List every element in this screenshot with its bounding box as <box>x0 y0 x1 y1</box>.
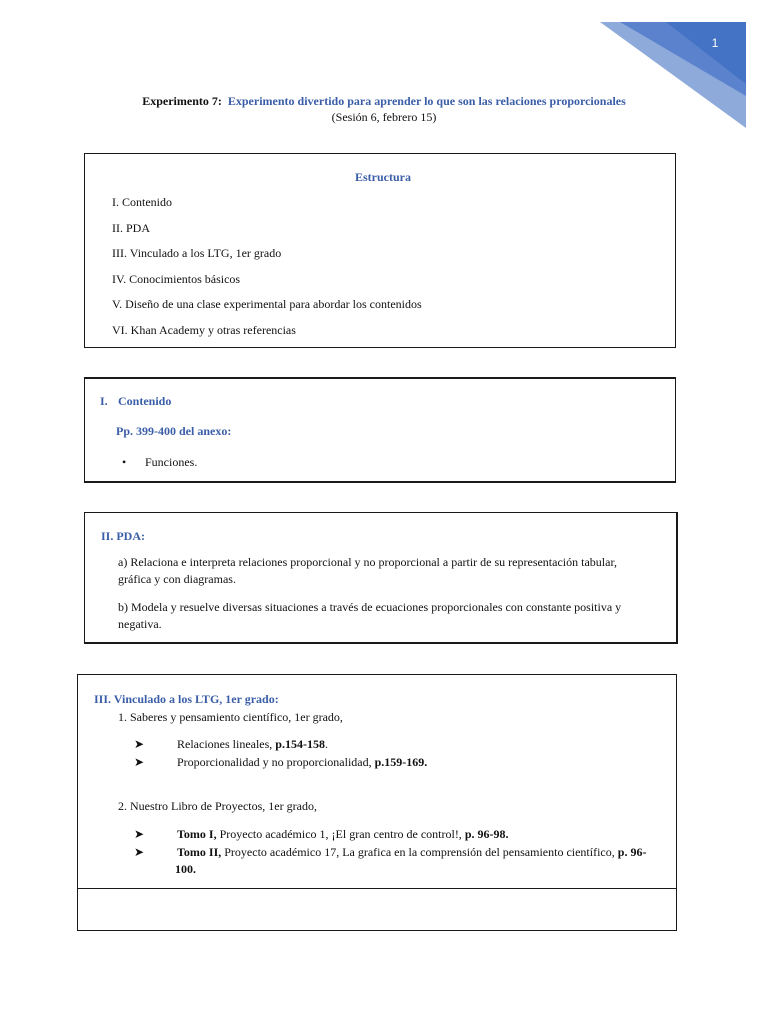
contenido-heading: Contenido <box>118 394 172 408</box>
pda-heading: II. PDA: <box>101 529 145 543</box>
ltg-sub-2b-text: Proyecto académico 17, La grafica en la comprensión del pensamiento científico, <box>221 845 618 859</box>
ltg-item-1: 1. Saberes y pensamiento científico, 1er grado, <box>118 710 343 724</box>
experiment-title: Experimento divertido para aprender lo que son las relaciones proporcionales <box>227 94 626 108</box>
estructura-item-4: IV. Conocimientos básicos <box>112 272 241 286</box>
pda-item-b-line1: b) Modela y resuelve diversas situaciones a través de ecuaciones proporcionales con constante positiva y <box>118 600 622 614</box>
ltg-empty-row <box>77 888 677 931</box>
arrow-bullet-icon: ➤ <box>134 755 145 769</box>
bullet-dot-icon: • <box>122 455 127 469</box>
arrow-bullet-icon: ➤ <box>134 737 145 751</box>
contenido-heading-number: I. <box>100 394 108 408</box>
estructura-heading: Estructura <box>355 170 411 184</box>
experiment-label: Experimento 7: <box>142 94 222 108</box>
contenido-subheading: Pp. 399-400 del anexo: <box>116 424 232 438</box>
ltg-sub-2b <box>177 844 673 860</box>
pda-item-a-line1: a) Relaciona e interpreta relaciones proporcional y no proporcional a partir de su representación tabular, <box>118 555 617 569</box>
ltg-heading: III. Vinculado a los LTG, 1er grado: <box>94 692 279 706</box>
ltg-sub-2a <box>177 826 508 842</box>
ltg-sub-2b-pages: p. 96- <box>617 845 647 859</box>
ltg-sub-1b-pages: p.159-169. <box>374 755 428 769</box>
ltg-sub-1b <box>177 754 427 770</box>
arrow-bullet-icon: ➤ <box>134 845 145 859</box>
ltg-sub-1a-tail: . <box>324 737 328 751</box>
page-title <box>0 93 768 125</box>
pda-item-a-line2: gráfica y con diagramas. <box>118 572 236 586</box>
ltg-sub-1b-text: Proporcionalidad y no proporcionalidad, <box>177 755 375 769</box>
ltg-sub-2a-text: Proyecto académico 1, ¡El gran centro de control!, <box>216 827 465 841</box>
ltg-sub-1a-text: Relaciones lineales, <box>177 737 276 751</box>
page-number: 1 <box>711 36 719 50</box>
estructura-item-5: V. Diseño de una clase experimental para abordar los contenidos <box>112 297 422 311</box>
ltg-item-2: 2. Nuestro Libro de Proyectos, 1er grado, <box>118 799 317 813</box>
ltg-sub-2b-tomo: Tomo II, <box>177 845 222 859</box>
contenido-bullet-text: Funciones. <box>145 455 198 469</box>
ltg-sub-2a-tomo: Tomo I, <box>177 827 217 841</box>
session-info: (Sesión 6, febrero 15) <box>331 110 437 124</box>
estructura-item-6: VI. Khan Academy y otras referencias <box>112 323 296 337</box>
estructura-item-2: II. PDA <box>112 221 150 235</box>
estructura-item-1: I. Contenido <box>112 195 172 209</box>
ltg-sub-1a-pages: p.154-158 <box>275 737 325 751</box>
ltg-sub-1a <box>177 736 328 752</box>
ltg-sub-2a-pages: p. 96-98. <box>464 827 509 841</box>
arrow-bullet-icon: ➤ <box>134 827 145 841</box>
pda-item-b-line2: negativa. <box>118 617 162 631</box>
ltg-sub-2b-continuation: 100. <box>175 862 196 876</box>
estructura-item-3: III. Vinculado a los LTG, 1er grado <box>112 246 282 260</box>
